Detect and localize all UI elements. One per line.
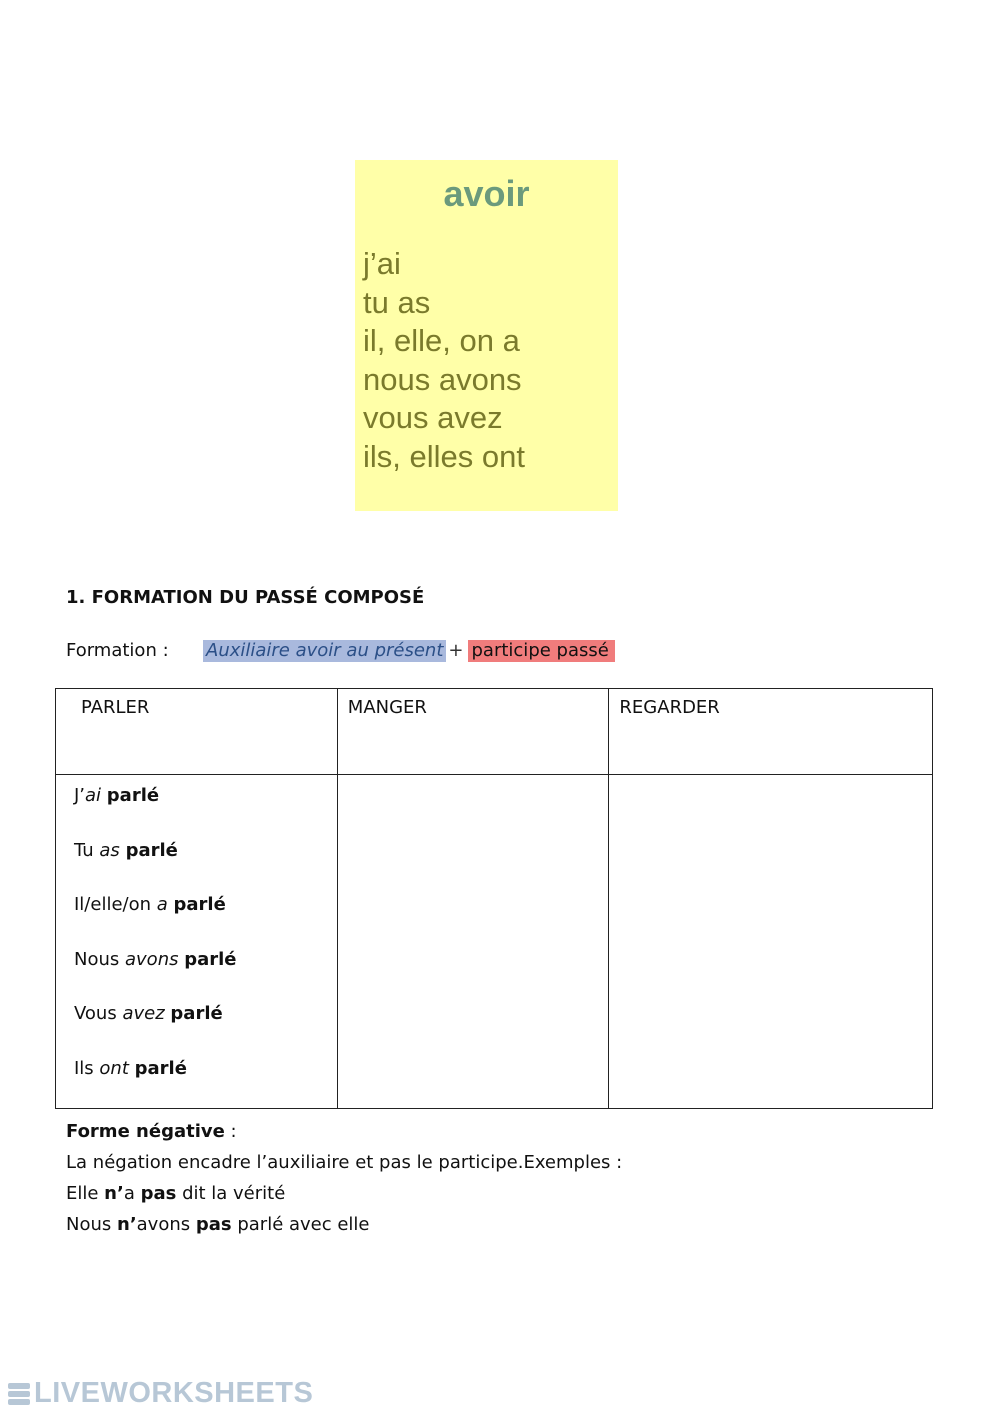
negative-explanation: La négation encadre l’auxiliaire et pas le participe.Exemples :	[66, 1152, 623, 1173]
avoir-line: j’ai	[363, 246, 401, 281]
participle: parlé	[170, 1003, 223, 1024]
conjugation-row	[74, 781, 337, 836]
table-row	[56, 775, 933, 1109]
negative-title-suffix: :	[224, 1121, 237, 1142]
parler-forms-cell	[56, 775, 338, 1109]
negative-form-section	[66, 1116, 622, 1240]
example-aux: a	[123, 1183, 141, 1204]
conjugation-row	[74, 945, 337, 1000]
conjugation-row	[74, 999, 337, 1054]
negation-pas: pas	[195, 1214, 232, 1235]
participle: parlé	[106, 785, 160, 806]
negative-example-1	[66, 1178, 622, 1209]
table-header-row	[56, 689, 933, 775]
negative-example-2	[66, 1209, 622, 1240]
avoir-line: tu as	[363, 284, 431, 320]
header-manger: MANGER	[337, 689, 609, 775]
participle-highlight: participe passé	[468, 640, 615, 662]
auxiliary: avons	[125, 948, 179, 970]
section-title: 1. FORMATION DU PASSÉ COMPOSÉ	[66, 587, 425, 608]
conjugation-row	[74, 890, 337, 945]
header-parler: PARLER	[56, 689, 338, 775]
auxiliary: avez	[122, 1003, 165, 1024]
conjugation-row	[74, 836, 337, 891]
example-text: parlé avec elle	[231, 1214, 370, 1235]
participle: parlé	[184, 948, 237, 970]
participle: parlé	[125, 839, 178, 861]
liveworksheets-watermark	[8, 1377, 313, 1410]
subject: J’	[74, 785, 86, 806]
subject: Ils	[74, 1057, 94, 1079]
conjugation-table	[55, 688, 933, 1109]
auxiliary: ai	[85, 785, 102, 806]
example-text: Nous	[66, 1214, 117, 1235]
avoir-conjugation-list	[363, 245, 525, 476]
auxiliary: ont	[99, 1057, 129, 1079]
avoir-title: avoir	[443, 173, 530, 214]
subject: Nous	[74, 948, 120, 970]
negative-title: Forme négative	[66, 1121, 225, 1142]
liveworksheets-logo-icon	[8, 1380, 30, 1408]
negation-ne: n’	[104, 1183, 124, 1204]
auxiliary: as	[99, 839, 120, 861]
header-regarder: REGARDER	[609, 689, 933, 775]
negation-ne: n’	[117, 1214, 137, 1235]
avoir-line: ils, elles ont	[363, 438, 525, 474]
formation-label: Formation :	[66, 640, 169, 661]
formation-rule	[66, 640, 615, 661]
manger-answer-cell[interactable]	[337, 775, 609, 1109]
example-text: Elle	[66, 1183, 105, 1204]
participle: parlé	[173, 894, 226, 915]
negative-title-line	[66, 1116, 622, 1147]
auxiliary-highlight: Auxiliaire avoir au présent	[203, 640, 446, 662]
avoir-line: nous avons	[363, 361, 522, 397]
avoir-line: il, elle, on a	[363, 323, 520, 358]
subject: Il/elle/on	[74, 894, 152, 915]
plus-sign: +	[448, 640, 464, 661]
regarder-answer-cell[interactable]	[609, 775, 933, 1109]
negation-pas: pas	[140, 1183, 177, 1204]
conjugation-row	[74, 1054, 337, 1109]
subject: Vous	[74, 1003, 117, 1024]
brand-text: LIVEWORKSHEETS	[34, 1377, 314, 1409]
participle: parlé	[134, 1057, 187, 1079]
example-aux: avons	[136, 1214, 196, 1235]
auxiliary: a	[156, 894, 168, 915]
subject: Tu	[74, 839, 94, 861]
example-text: dit la vérité	[176, 1183, 286, 1204]
avoir-line: vous avez	[363, 400, 503, 435]
